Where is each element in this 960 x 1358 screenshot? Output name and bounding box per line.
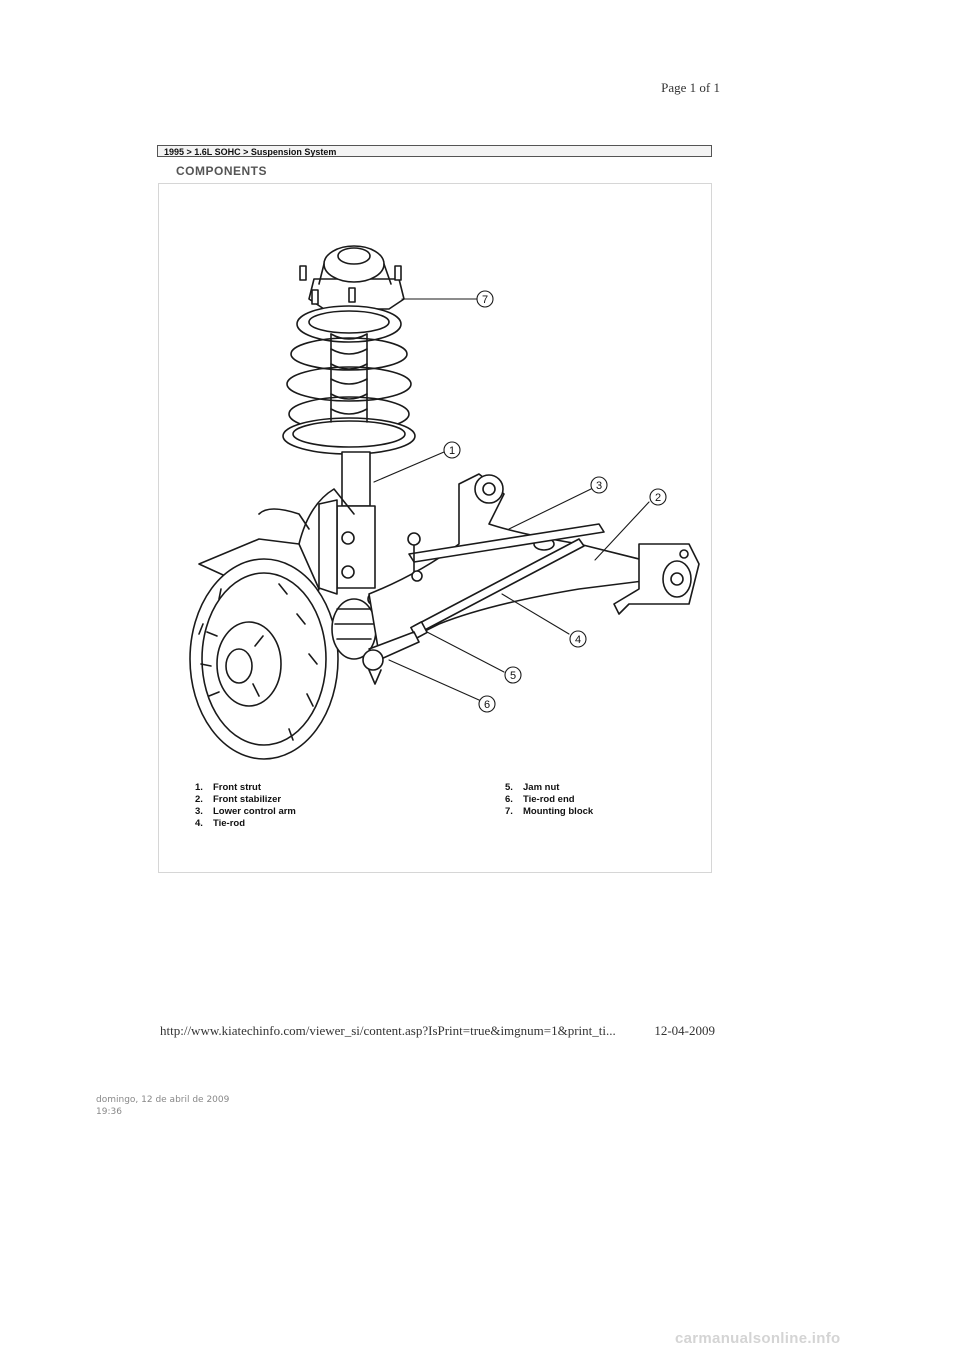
callout-2: 2 <box>654 492 662 504</box>
legend-item <box>505 794 593 806</box>
source-url[interactable]: http://www.kiatechinfo.com/viewer_si/content.asp?IsPrint=true&imgnum=1&print_ti... <box>160 1023 616 1038</box>
legend-item <box>195 782 296 794</box>
brake-disc-drawing <box>190 539 338 759</box>
legend-item <box>505 806 593 818</box>
components-figure <box>158 183 712 873</box>
legend-item <box>195 818 296 830</box>
legend-number: 1. <box>195 782 203 793</box>
note-time: 19:36 <box>96 1107 122 1117</box>
page-number: Page 1 of 1 <box>661 80 720 95</box>
print-date: 12-04-2009 <box>654 1023 715 1038</box>
front-strut-drawing <box>319 452 375 594</box>
legend-column-left <box>195 782 296 830</box>
legend-item <box>505 782 593 794</box>
section-title: COMPONENTS <box>176 164 268 178</box>
legend-number: 3. <box>195 806 203 817</box>
legend-label: Mounting block <box>523 806 594 817</box>
legend-item <box>195 806 296 818</box>
legend-column-right <box>505 782 593 818</box>
legend-item <box>195 794 296 806</box>
legend-label: Front strut <box>213 782 262 793</box>
callout-5: 5 <box>509 670 517 682</box>
legend-number: 5. <box>505 782 513 793</box>
legend-label: Tie-rod <box>213 818 246 829</box>
note-date: domingo, 12 de abril de 2009 <box>96 1095 230 1105</box>
legend-number: 2. <box>195 794 203 805</box>
callout-6: 6 <box>483 699 491 711</box>
mounting-block-drawing <box>300 246 404 309</box>
legend-number: 4. <box>195 818 203 829</box>
suspension-diagram <box>159 184 713 874</box>
legend-number: 7. <box>505 806 513 817</box>
legend-label: Lower control arm <box>213 806 296 817</box>
legend-label: Front stabilizer <box>213 794 282 805</box>
legend-label: Jam nut <box>523 782 560 793</box>
callout-3: 3 <box>595 480 603 492</box>
coil-spring-drawing <box>283 306 415 454</box>
callout-1: 1 <box>448 445 456 457</box>
legend-label: Tie-rod end <box>523 794 575 805</box>
site-watermark: carmanualsonline.info <box>675 1330 841 1347</box>
callout-7: 7 <box>481 294 489 306</box>
legend-number: 6. <box>505 794 513 805</box>
callout-4: 4 <box>574 634 582 646</box>
breadcrumb: 1995 > 1.6L SOHC > Suspension System <box>157 145 712 157</box>
